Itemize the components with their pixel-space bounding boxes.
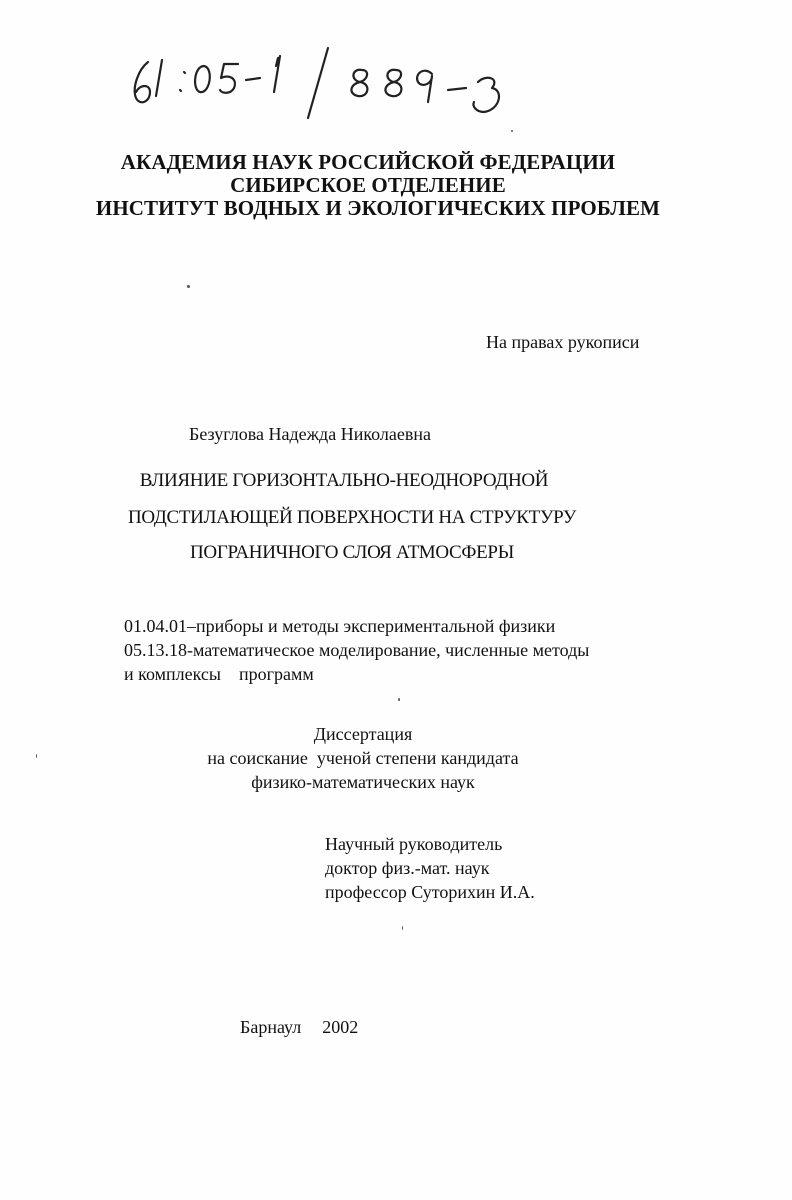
dissertation-title-line: ПОДСТИЛАЮЩЕЙ ПОВЕРХНОСТИ НА СТРУКТУРУ (127, 507, 577, 528)
scan-speck (402, 926, 403, 930)
specialty-line: 05.13.18-математическое моделирование, численные методы (124, 640, 590, 660)
supervisor-name: профессор Суторихин И.А. (325, 882, 535, 902)
specialty-line: и комплексы программ (124, 664, 314, 684)
specialty-line: 01.04.01–приборы и методы экспериментальной физики (124, 616, 556, 636)
organization-academy: АКАДЕМИЯ НАУК РОССИЙСКОЙ ФЕДЕРАЦИИ (120, 150, 616, 174)
place-and-year: Барнаул 2002 (240, 1017, 359, 1037)
scan-speck (187, 285, 190, 288)
manuscript-rights-note: На правах рукописи (486, 332, 640, 352)
supervisor-degree: доктор физ.-мат. наук (325, 858, 490, 878)
dissertation-title-line: ПОГРАНИЧНОГО СЛОЯ АТМОСФЕРЫ (190, 542, 514, 563)
degree-purpose: на соискание ученой степени кандидата (207, 748, 519, 768)
scan-speck (511, 130, 513, 132)
dissertation-label: Диссертация (313, 724, 413, 744)
handwritten-shelfmark (128, 40, 528, 130)
handwritten-shelfmark-drawing (128, 40, 528, 130)
scan-speck (36, 754, 37, 758)
dissertation-title-line: ВЛИЯНИЕ ГОРИЗОНТАЛЬНО-НЕОДНОРОДНОЙ (139, 470, 549, 491)
supervisor-label: Научный руководитель (325, 834, 503, 854)
organization-branch: СИБИРСКОЕ ОТДЕЛЕНИЕ (230, 173, 506, 197)
organization-institute: ИНСТИТУТ ВОДНЫХ И ЭКОЛОГИЧЕСКИХ ПРОБЛЕМ (95, 196, 661, 220)
author-name: Безуглова Надежда Николаевна (189, 424, 432, 444)
degree-field: физико-математических наук (251, 772, 475, 792)
scan-speck (398, 698, 400, 701)
